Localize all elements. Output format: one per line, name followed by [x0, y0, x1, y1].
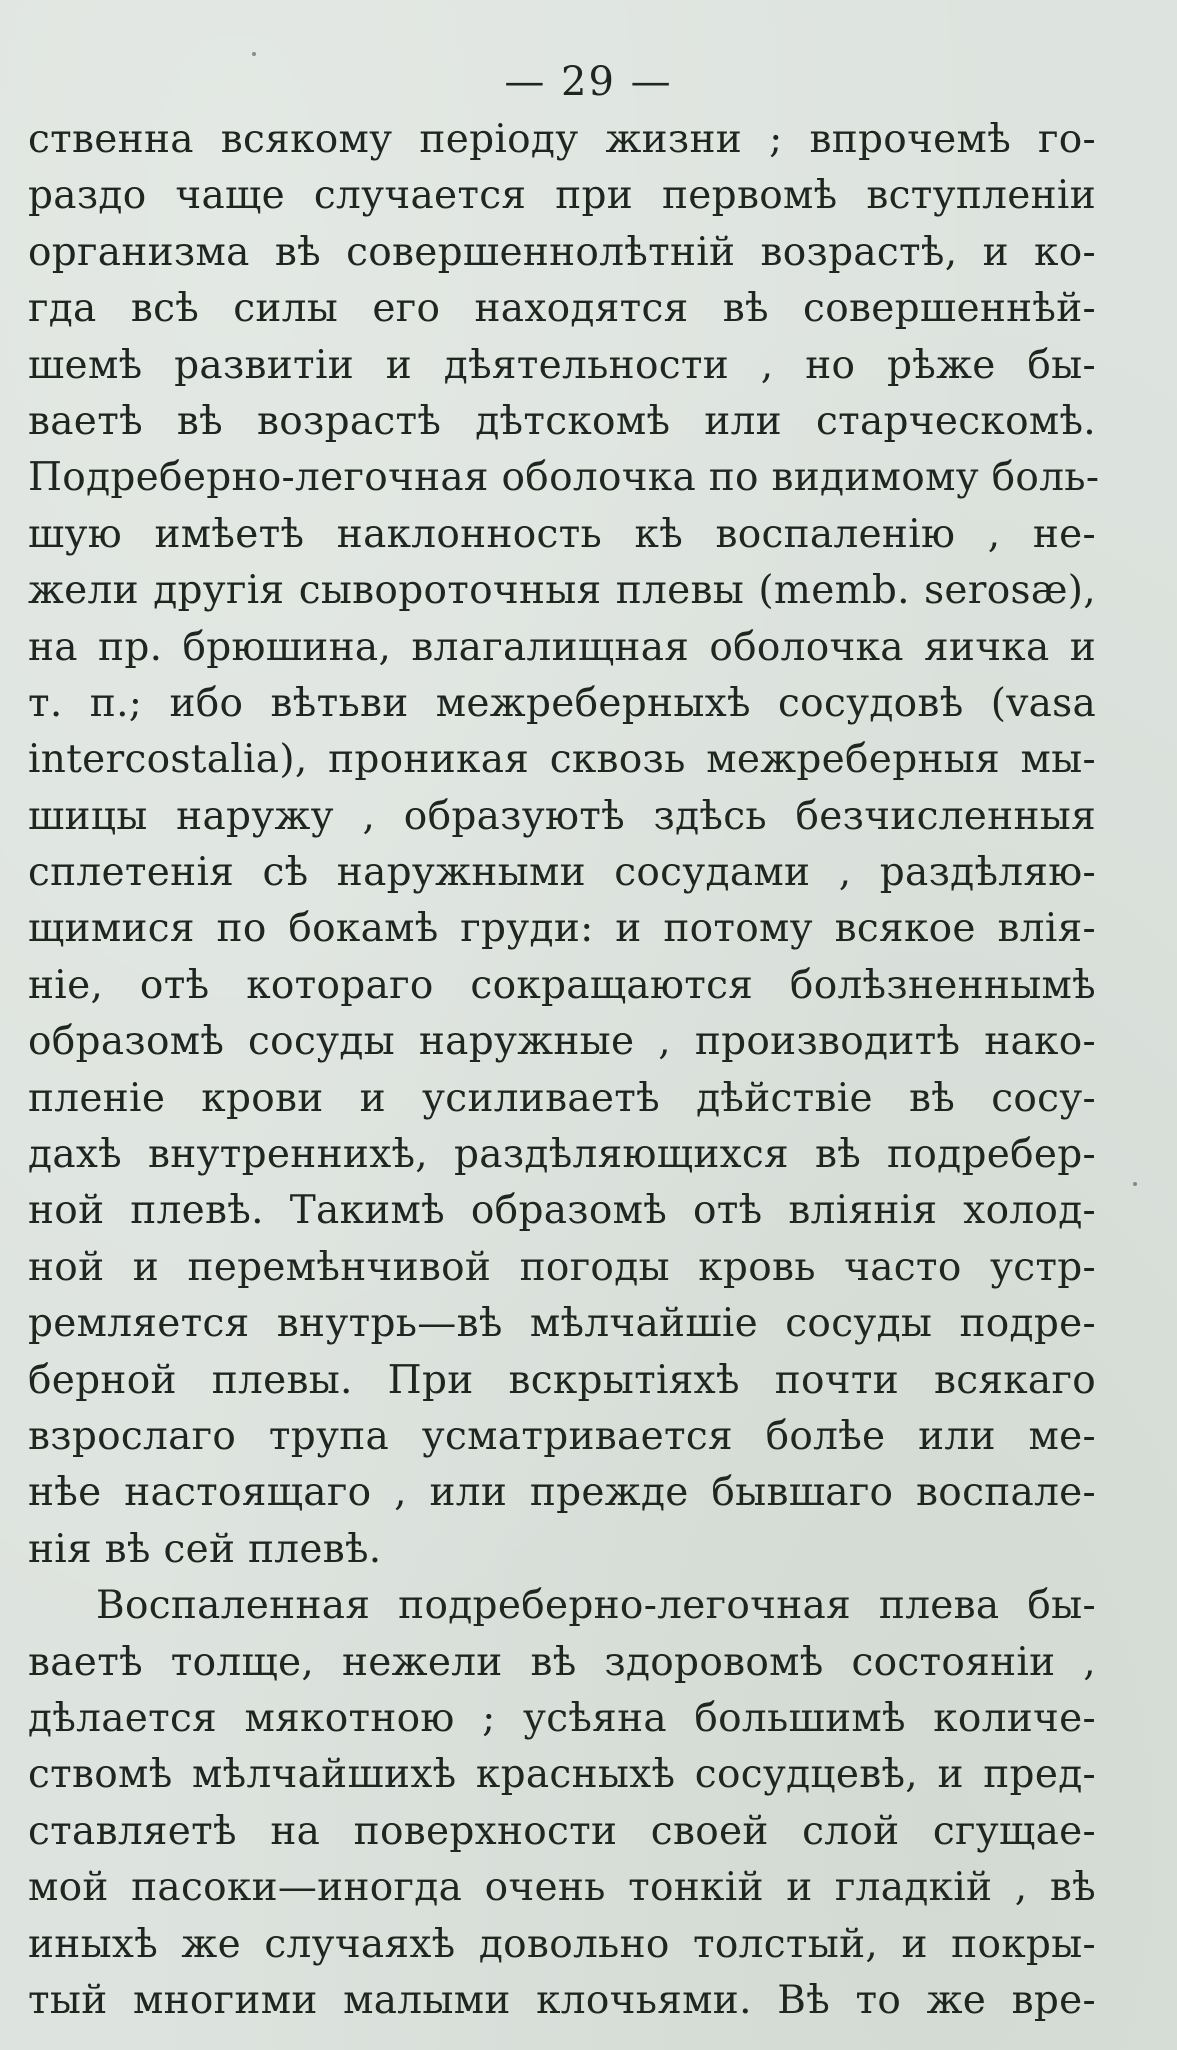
text-line: дѣлается мякотною ; усѣяна большимѣ количе-: [28, 1695, 1096, 1741]
text-line: раздо чаще случается при первомѣ вступленіи: [28, 173, 1096, 219]
text-line: ственна всякому періоду жизни ; впрочемѣ го-: [28, 117, 1096, 162]
text-line: ной плевѣ. Такимѣ образомѣ отѣ вліянія холод-: [28, 1188, 1096, 1234]
text-line: пленіе крови и усиливаетѣ дѣйствіе вѣ сосу-: [28, 1075, 1096, 1121]
text-line: Воспаленная подреберно-легочная плева бы-: [96, 1583, 1096, 1629]
text-line: ствомѣ мѣлчайшихѣ красныхѣ сосудцевѣ, и пред-: [28, 1752, 1096, 1798]
text-line: дахѣ внутреннихѣ, раздѣляющихся вѣ подребер-: [28, 1132, 1096, 1178]
text-line: образомѣ сосуды наружные , производитѣ нако-: [28, 1019, 1096, 1065]
text-line: intercostalia), проникая сквозь межреберныя мы-: [28, 737, 1096, 783]
text-line: Подреберно-легочная оболочка по видимому боль-: [28, 455, 1100, 501]
paragraph-2: [28, 1578, 1096, 2029]
text-line: берной плевы. При вскрытіяхѣ почти всякаго: [28, 1357, 1096, 1403]
text-line: на пр. брюшина, влагалищная оболочка яичка и: [28, 624, 1096, 670]
text-line: нѣе настоящаго , или прежде бывшаго воспале-: [28, 1470, 1096, 1516]
text-line: шую имѣетѣ наклонность кѣ воспаленію , не-: [28, 511, 1096, 557]
text-line: ремляется внутрь—вѣ мѣлчайшіе сосуды подре-: [28, 1301, 1096, 1347]
text-line: взрослаго трупа усматривается болѣе или ме-: [28, 1413, 1096, 1459]
text-line: щимися по бокамѣ груди: и потому всякое влія-: [28, 906, 1096, 952]
text-line: т. п.; ибо вѣтьви межреберныхѣ сосудовѣ (vasa: [28, 680, 1096, 726]
body-text: [28, 112, 1100, 2029]
paper-speck: [1133, 1182, 1137, 1186]
text-line: гда всѣ силы его находятся вѣ совершеннѣй-: [28, 286, 1096, 332]
text-line: ніе, отѣ котораго сокращаются болѣзненнымѣ: [28, 962, 1096, 1008]
text-line: сплетенія сѣ наружными сосудами , раздѣляю-: [28, 850, 1096, 896]
text-line: ной и перемѣнчивой погоды кровь часто устр-: [28, 1244, 1096, 1290]
text-line: нія вѣ сей плевѣ.: [28, 1526, 382, 1572]
text-line: ставляетѣ на поверхности своей слой сгущае-: [28, 1808, 1096, 1854]
text-line: организма вѣ совершеннолѣтній возрастѣ, и ко-: [28, 229, 1096, 275]
text-line: шемѣ развитіи и дѣятельности , но рѣже бы-: [28, 342, 1096, 388]
text-line: ваетѣ толще, нежели вѣ здоровомѣ состояніи ,: [28, 1639, 1096, 1685]
text-line: ваетѣ вѣ возрастѣ дѣтскомѣ или старческомѣ.: [28, 398, 1096, 444]
text-line: мой пасоки—иногда очень тонкій и гладкій , вѣ: [28, 1865, 1096, 1911]
text-line: шицы наружу , образуютѣ здѣсь безчисленныя: [28, 793, 1096, 839]
paper-speck: [252, 52, 256, 56]
text-line: жели другія сывороточныя плевы (memb. serosæ),: [28, 568, 1096, 614]
text-line: тый многими малыми клочьями. Вѣ то же вре-: [28, 1977, 1096, 2023]
paragraph-1: [28, 112, 1100, 1578]
page-number: — 29 —: [504, 59, 673, 105]
text-line: иныхѣ же случаяхѣ довольно толстый, и покры-: [28, 1921, 1096, 1967]
